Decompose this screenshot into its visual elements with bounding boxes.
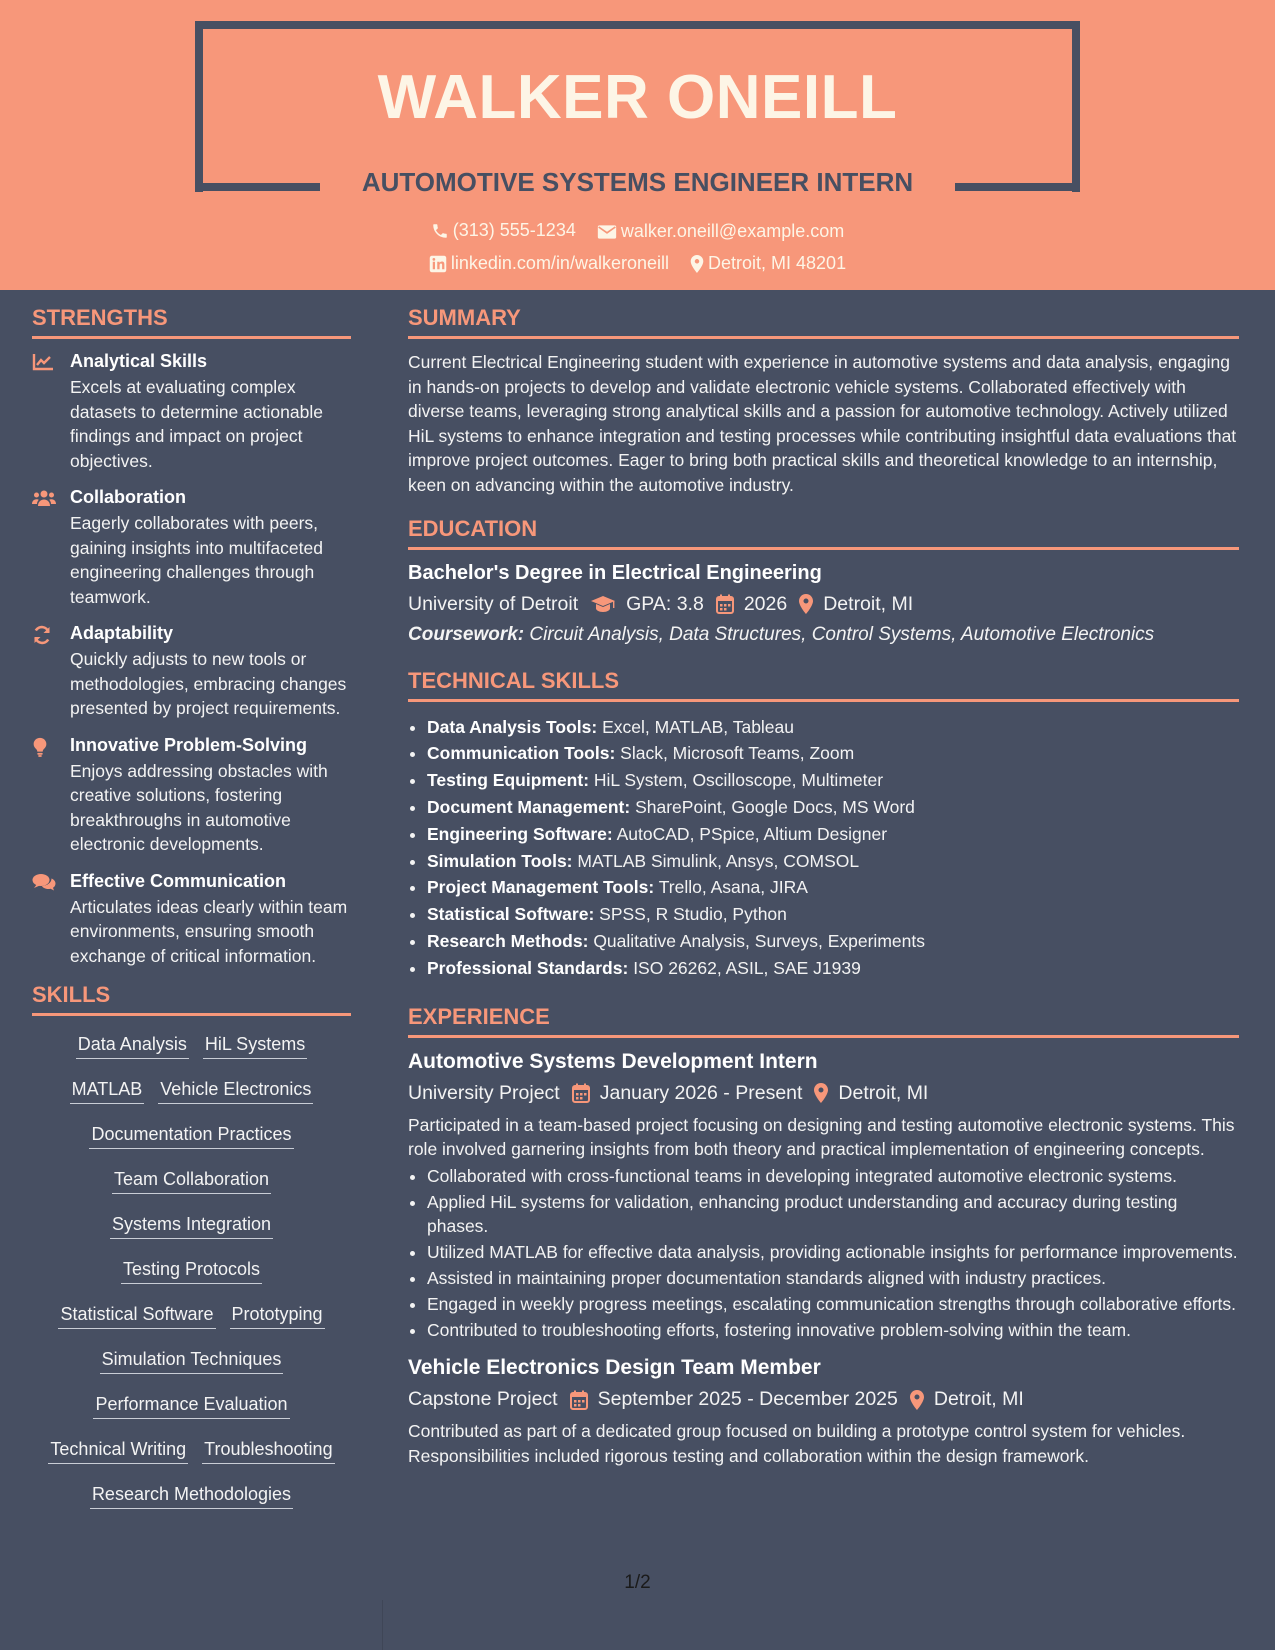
- skills-list: [32, 1028, 351, 1515]
- job-bullets: [408, 1164, 1239, 1342]
- tech-skill-value: Slack, Microsoft Teams, Zoom: [620, 743, 855, 764]
- comments-icon: [32, 873, 56, 891]
- strength-desc: Eagerly collaborates with peers, gaining insights into multifaceted engineering challenges through teamwork.: [70, 513, 323, 607]
- strength-title: Effective Communication: [70, 870, 287, 891]
- envelope-icon: [597, 224, 617, 240]
- job-location: Detroit, MI: [838, 1081, 929, 1104]
- education-degree: Bachelor's Degree in Electrical Engineering: [408, 561, 822, 584]
- strength-item: [32, 487, 351, 609]
- job-description: Participated in a team-based project focusing on designing and testing automotive electronic systems. This role involved garnering insights from both theory and practical implementation of engineering concepts.: [408, 1114, 1235, 1160]
- summary-title: SUMMARY: [408, 305, 1239, 339]
- tech-skill-label: Engineering Software:: [427, 823, 613, 844]
- list-item: • Assisted in maintaining proper documentation standards aligned with industry practices.: [427, 1266, 1239, 1290]
- location-text: Detroit, MI 48201: [708, 253, 847, 273]
- tech-skill-label: Simulation Tools:: [427, 850, 573, 871]
- linkedin-text: linkedin.com/in/walkeroneill: [450, 253, 669, 273]
- skill-tag: Statistical Software: [58, 1304, 215, 1329]
- education-meta: [408, 593, 1239, 616]
- tech-skill-label: Communication Tools:: [427, 743, 616, 764]
- skill-tag: MATLAB: [70, 1079, 145, 1104]
- strength-title: Collaboration: [70, 487, 186, 507]
- list-item: [427, 848, 1239, 875]
- tech-skill-value: ISO 26262, ASIL, SAE J1939: [633, 957, 861, 978]
- tech-skill-label: Research Methods:: [427, 930, 589, 951]
- skill-tag: Research Methodologies: [90, 1484, 293, 1509]
- tech-skill-label: Statistical Software:: [427, 904, 595, 925]
- skill-tag: Prototyping: [230, 1304, 325, 1329]
- contact-line-1: [0, 220, 1275, 245]
- phone-icon: [431, 222, 449, 240]
- map-marker-icon: [814, 1083, 828, 1103]
- page-number: 1/2: [624, 1572, 651, 1593]
- calendar-icon: [570, 1390, 588, 1410]
- education-coursework: [408, 624, 1239, 646]
- contact-line-2: [0, 253, 1275, 278]
- list-item: • Contributed to troubleshooting efforts, fostering innovative problem-solving within the team.: [427, 1318, 1239, 1342]
- list-item: [427, 740, 1239, 767]
- education-title: EDUCATION: [408, 516, 1239, 550]
- skill-tag: Simulation Techniques: [100, 1349, 284, 1374]
- list-item: [427, 821, 1239, 848]
- calendar-icon: [572, 1083, 590, 1103]
- tech-skill-value: Qualitative Analysis, Surveys, Experiments: [593, 930, 925, 951]
- list-item: [427, 928, 1239, 955]
- job-title: Vehicle Electronics Design Team Member: [408, 1356, 821, 1380]
- list-item: [427, 767, 1239, 794]
- tech-skill-label: Testing Equipment:: [427, 770, 590, 791]
- skill-tag: Troubleshooting: [202, 1439, 334, 1464]
- strengths-title: STRENGTHS: [32, 305, 351, 339]
- list-item: • Utilized MATLAB for effective data analysis, providing actionable insights for performance improvements.: [427, 1240, 1239, 1264]
- tech-skill-label: Professional Standards:: [427, 957, 629, 978]
- list-item: [427, 794, 1239, 821]
- job-org: University Project: [408, 1081, 560, 1104]
- column-divider: [382, 1600, 383, 1650]
- coursework-label: Coursework:: [408, 623, 525, 645]
- tech-skill-value: SPSS, R Studio, Python: [599, 904, 787, 925]
- list-item: [427, 901, 1239, 928]
- left-column: [32, 305, 351, 1529]
- strength-item: [32, 735, 351, 857]
- strength-title: Innovative Problem-Solving: [70, 734, 308, 755]
- list-item: [427, 874, 1239, 901]
- strength-item: [32, 871, 351, 969]
- map-marker-icon: [910, 1390, 924, 1410]
- tech-skill-value: MATLAB Simulink, Ansys, COMSOL: [577, 850, 860, 871]
- summary-text: Current Electrical Engineering student with experience in automotive systems and data analysis, engaging in hands-on projects to develop and validate electronic vehicle systems. Collaborated effectively with diverse teams, leveraging strong analytical skills and a passion for automotive technology. Actively utilized HiL systems to enhance integration and testing processes while contributing insightful data evaluations that improve project outcomes. Eager to bring both practical skills and theoretical knowledge to an internship, keen on advancing within the automotive industry.: [408, 352, 1237, 495]
- contact-linkedin[interactable]: [429, 253, 669, 274]
- list-item: [427, 714, 1239, 741]
- linkedin-icon: [429, 255, 447, 273]
- job-title: Automotive Systems Development Intern: [408, 1049, 818, 1073]
- right-column: [408, 305, 1239, 1470]
- calendar-icon: [716, 594, 734, 614]
- resume-header: [0, 0, 1275, 290]
- contact-phone[interactable]: [431, 220, 576, 241]
- education-location: Detroit, MI: [823, 592, 914, 615]
- skill-tag: HiL Systems: [203, 1034, 307, 1059]
- contact-email[interactable]: [597, 221, 844, 242]
- job-meta: [408, 1082, 1239, 1105]
- education-school: University of Detroit: [408, 592, 579, 615]
- experience-title: EXPERIENCE: [408, 1004, 1239, 1038]
- skill-tag: Technical Writing: [48, 1439, 188, 1464]
- strength-desc: Articulates ideas clearly within team environments, ensuring smooth exchange of critical information.: [70, 896, 348, 966]
- list-item: • Applied HiL systems for validation, enhancing product understanding and accuracy during testing phases.: [427, 1190, 1239, 1239]
- tech-skill-value: Trello, Asana, JIRA: [658, 877, 808, 898]
- strength-item: [32, 623, 351, 721]
- strength-title: Adaptability: [70, 623, 174, 643]
- candidate-role: AUTOMOTIVE SYSTEMS ENGINEER INTERN: [361, 167, 914, 197]
- coursework-text: Circuit Analysis, Data Structures, Control Systems, Automotive Electronics: [529, 623, 1155, 645]
- education-gpa: GPA: 3.8: [626, 592, 704, 615]
- lightbulb-icon: [32, 737, 48, 757]
- map-marker-icon: [690, 255, 704, 273]
- technical-skills-list: [408, 714, 1239, 982]
- strength-title: Analytical Skills: [70, 351, 208, 371]
- skill-tag: Performance Evaluation: [93, 1394, 289, 1419]
- map-marker-icon: [799, 594, 813, 614]
- chart-line-icon: [32, 353, 54, 371]
- tech-skill-label: Project Management Tools:: [427, 877, 655, 898]
- strength-desc: Excels at evaluating complex datasets to determine actionable findings and impact on project objectives.: [70, 377, 323, 471]
- skill-tag: Data Analysis: [76, 1034, 189, 1059]
- tech-skill-label: Data Analysis Tools:: [427, 716, 598, 737]
- skill-tag: Systems Integration: [110, 1214, 273, 1239]
- job-org: Capstone Project: [408, 1388, 558, 1411]
- skills-title: SKILLS: [32, 982, 351, 1016]
- tech-skill-value: HiL System, Oscilloscope, Multimeter: [593, 770, 884, 791]
- job-meta: [408, 1388, 1239, 1411]
- job-dates: January 2026 - Present: [599, 1081, 803, 1104]
- list-item: • Collaborated with cross-functional teams in developing integrated automotive electronic systems.: [427, 1164, 1239, 1188]
- education-year: 2026: [743, 592, 788, 615]
- job-dates: September 2025 - December 2025: [597, 1388, 898, 1411]
- phone-text: (313) 555-1234: [452, 220, 576, 240]
- sync-icon: [32, 625, 52, 645]
- job-description: Contributed as part of a dedicated group focused on building a prototype control system for vehicles. Responsibilities included rigorous testing and collaboration within the design framework.: [408, 1421, 1186, 1466]
- skill-tag: Documentation Practices: [89, 1124, 293, 1149]
- job-location: Detroit, MI: [933, 1388, 1024, 1411]
- contact-location: [690, 253, 846, 274]
- users-icon: [32, 489, 56, 507]
- tech-skill-label: Document Management:: [427, 796, 631, 817]
- strength-desc: Enjoys addressing obstacles with creative solutions, fostering breakthroughs in automotive electronic developments.: [70, 760, 328, 854]
- skill-tag: Team Collaboration: [112, 1169, 271, 1194]
- strength-desc: Quickly adjusts to new tools or methodologies, embracing changes presented by project requirements.: [70, 649, 347, 718]
- email-text: walker.oneill@example.com: [620, 221, 845, 241]
- candidate-name: WALKER ONEILL: [377, 63, 898, 132]
- list-item: • Engaged in weekly progress meetings, escalating communication strengths through collaborative efforts.: [427, 1292, 1239, 1316]
- graduation-cap-icon: [590, 595, 616, 613]
- technical-skills-title: TECHNICAL SKILLS: [408, 668, 1239, 702]
- tech-skill-value: SharePoint, Google Docs, MS Word: [635, 796, 915, 817]
- list-item: [427, 955, 1239, 982]
- tech-skill-value: AutoCAD, PSpice, Altium Designer: [616, 823, 888, 844]
- tech-skill-value: Excel, MATLAB, Tableau: [602, 716, 795, 737]
- strength-item: [32, 351, 351, 473]
- skill-tag: Testing Protocols: [121, 1259, 262, 1284]
- skill-tag: Vehicle Electronics: [158, 1079, 313, 1104]
